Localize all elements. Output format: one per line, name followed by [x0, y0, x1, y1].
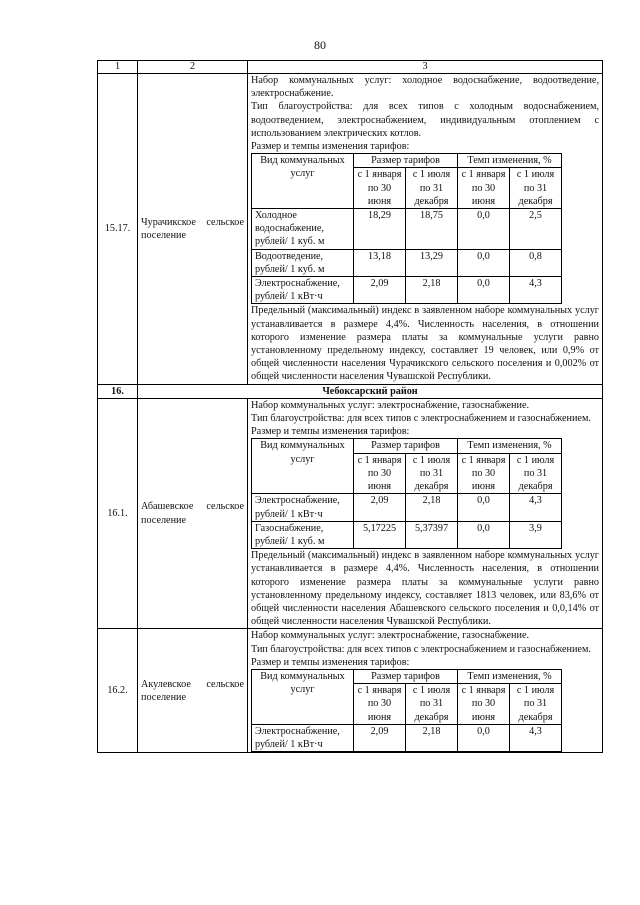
table-row — [98, 74, 603, 385]
service-name: Газоснабжение, рублей/ 1 куб. м — [252, 521, 354, 548]
rate-value: 4,3 — [510, 494, 562, 521]
row-number: 15.17. — [98, 74, 138, 385]
subheader-change-rate: Темп изменения, % — [458, 439, 562, 453]
rate-value: 4,3 — [510, 724, 562, 751]
tariff-subtable — [251, 153, 562, 304]
tariff-value: 18,75 — [406, 209, 458, 250]
subheader-change-rate: Темп изменения, % — [458, 154, 562, 168]
rate-value: 0,0 — [458, 209, 510, 250]
tariff-value: 5,37397 — [406, 521, 458, 548]
tariff-row — [252, 209, 562, 250]
col-header-1: 1 — [98, 61, 138, 74]
district-row — [98, 384, 603, 398]
tariff-caption: Размер и темпы изменения тарифов: — [251, 656, 410, 668]
subheader-service-type: Вид коммунальных услуг — [252, 154, 354, 209]
services-set: Набор коммунальных услуг: электроснабжение, газоснабжение. — [251, 399, 530, 411]
improvement-type: Тип благоустройства: для всех типов с электроснабжением и газоснабжением. — [251, 413, 591, 425]
subheader-service-type: Вид коммунальных услуг — [252, 669, 354, 724]
service-name: Холодное водоснабжение, рублей/ 1 куб. м — [252, 209, 354, 250]
row-description — [248, 398, 603, 628]
improvement-type: Тип благоустройства: для всех типов с электроснабжением и газоснабжением. — [251, 643, 591, 655]
rate-value: 2,5 — [510, 209, 562, 250]
tariff-value: 13,29 — [406, 249, 458, 276]
tariff-row — [252, 249, 562, 276]
table-row — [98, 398, 603, 628]
rate-value: 0,0 — [458, 277, 510, 304]
tariff-value: 2,09 — [354, 724, 406, 751]
col-header-2: 2 — [138, 61, 248, 74]
district-number: 16. — [98, 384, 138, 398]
rate-value: 3,9 — [510, 521, 562, 548]
tariff-value: 2,18 — [406, 277, 458, 304]
tariff-subtable — [251, 669, 562, 752]
subheader-service-type: Вид коммунальных услуг — [252, 439, 354, 494]
subheader-change-rate: Темп изменения, % — [458, 669, 562, 683]
rate-value: 4,3 — [510, 277, 562, 304]
rate-value: 0,0 — [458, 521, 510, 548]
subheader-period: с 1 января по 30 июня — [458, 453, 510, 494]
table-row — [98, 629, 603, 753]
tariff-value: 2,18 — [406, 724, 458, 751]
tariff-caption: Размер и темпы изменения тарифов: — [251, 426, 410, 438]
subheader-period: с 1 июля по 31 декабря — [510, 453, 562, 494]
tariff-value: 2,09 — [354, 494, 406, 521]
subheader-period: с 1 января по 30 июня — [458, 684, 510, 725]
subheader-tariff-size: Размер тарифов — [354, 154, 458, 168]
rate-value: 0,8 — [510, 249, 562, 276]
subheader-tariff-size: Размер тарифов — [354, 439, 458, 453]
settlement-name: Акулевское сельское поселение — [138, 629, 248, 753]
row-description — [248, 74, 603, 385]
settlement-name: Абашевское сельское поселение — [138, 398, 248, 628]
tariff-caption: Размер и темпы изменения тарифов: — [251, 141, 410, 153]
subheader-period: с 1 июля по 31 декабря — [510, 168, 562, 209]
rate-value: 0,0 — [458, 724, 510, 751]
tariff-subtable — [251, 438, 562, 549]
services-set: Набор коммунальных услуг: электроснабжение, газоснабжение. — [251, 630, 530, 642]
max-index-note: Предельный (максимальный) индекс в заявленном наборе коммунальных услуг устанавливается в размере 4,4%. Численность населения, в отношении которого изменение размера платы за коммунальные услуги равно установленному предельному индексу, составляет 1813 человек, или 83,6% от общей численности населения Абашевского сельского поселения и 0,0,14% от общей численности населения Чувашской Республики. — [251, 550, 599, 628]
row-description — [248, 629, 603, 753]
col-header-3: 3 — [248, 61, 603, 74]
row-number: 16.2. — [98, 629, 138, 753]
tariff-table — [97, 60, 603, 753]
rate-value: 0,0 — [458, 494, 510, 521]
subheader-period: с 1 июля по 31 декабря — [510, 684, 562, 725]
service-name: Электроснабжение, рублей/ 1 кВт·ч — [252, 494, 354, 521]
services-set: Набор коммунальных услуг: холодное водоснабжение, водоотведение, электроснабжение. — [251, 75, 599, 100]
tariff-value: 2,09 — [354, 277, 406, 304]
subheader-period: с 1 июля по 31 декабря — [406, 453, 458, 494]
row-number: 16.1. — [98, 398, 138, 628]
tariff-value: 18,29 — [354, 209, 406, 250]
page-number: 80 — [314, 38, 326, 52]
district-name: Чебоксарский район — [138, 384, 603, 398]
tariff-value: 2,18 — [406, 494, 458, 521]
subheader-period: с 1 января по 30 июня — [458, 168, 510, 209]
subheader-period: с 1 января по 30 июня — [354, 684, 406, 725]
subheader-period: с 1 января по 30 июня — [354, 453, 406, 494]
subheader-period: с 1 июля по 31 декабря — [406, 684, 458, 725]
max-index-note: Предельный (максимальный) индекс в заявленном наборе коммунальных услуг устанавливается в размере 4,4%. Численность населения, в отношении которого изменение размера платы за коммунальные услуги равно установленному предельному индексу, составляет 19 человек, или 0,9% от общей численности населения Чурачикского сельского поселения и 0,002% от общей численности населения Чувашской Республики. — [251, 305, 599, 383]
tariff-row — [252, 494, 562, 521]
subheader-period: с 1 января по 30 июня — [354, 168, 406, 209]
service-name: Электроснабжение, рублей/ 1 кВт·ч — [252, 277, 354, 304]
service-name: Водоотведение, рублей/ 1 куб. м — [252, 249, 354, 276]
subheader-period: с 1 июля по 31 декабря — [406, 168, 458, 209]
service-name: Электроснабжение, рублей/ 1 кВт·ч — [252, 724, 354, 751]
tariff-row — [252, 277, 562, 304]
tariff-row — [252, 724, 562, 751]
tariff-value: 13,18 — [354, 249, 406, 276]
column-header-row — [98, 61, 603, 74]
subheader-tariff-size: Размер тарифов — [354, 669, 458, 683]
rate-value: 0,0 — [458, 249, 510, 276]
tariff-row — [252, 521, 562, 548]
settlement-name: Чурачикское сельское поселение — [138, 74, 248, 385]
tariff-value: 5,17225 — [354, 521, 406, 548]
improvement-type: Тип благоустройства: для всех типов с холодным водоснабжением, водоотведением, электроснабжением, индивидуальным отоплением с использованием электрических котлов. — [251, 101, 599, 139]
